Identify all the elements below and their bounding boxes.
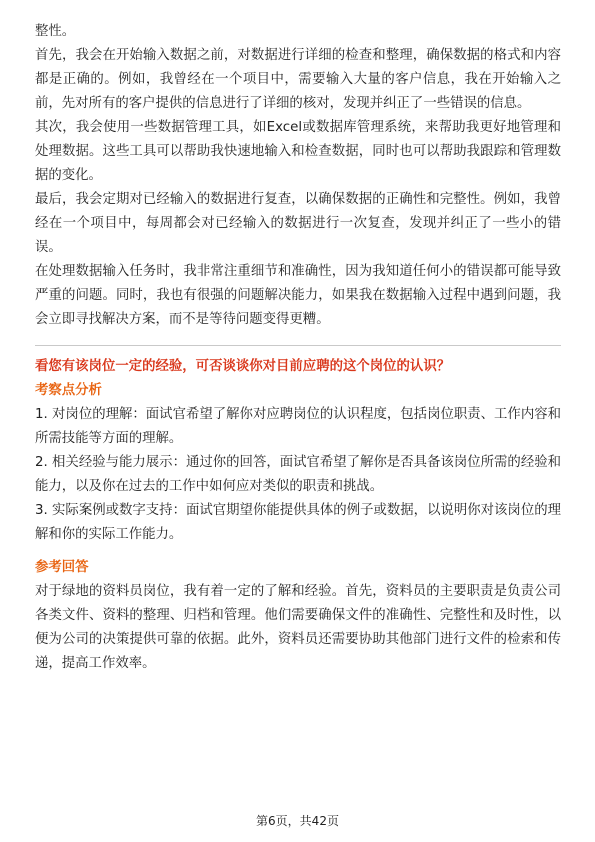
page-number: 第6页，共42页 — [256, 814, 339, 828]
document-page — [35, 0, 561, 676]
body-paragraph: 最后，我会定期对已经输入的数据进行复查，以确保数据的正确性和完整性。例如，我曾经在一个项目中，每周都会对已经输入的数据进行一次复查，发现并纠正了一些小的错误。 — [35, 192, 561, 255]
reference-answer-heading: 参考回答 — [35, 560, 89, 575]
body-paragraph: 其次，我会使用一些数据管理工具，如Excel或数据库管理系统，来帮助我更好地管理和处理数据。这些工具可以帮助我快速地输入和检查数据，同时也可以帮助我跟踪和管理数据的变化。 — [35, 120, 561, 183]
body-paragraph: 整性。 — [35, 24, 76, 39]
body-paragraph: 在处理数据输入任务时，我非常注重细节和准确性，因为我知道任何小的错误都可能导致严重的问题。同时，我也有很强的问题解决能力，如果我在数据输入过程中遇到问题，我会立即寻找解决方案，而不是等待问题变得更糟。 — [35, 264, 561, 327]
analysis-item: 1. 对岗位的理解：面试官希望了解你对应聘岗位的认识程度，包括岗位职责、工作内容和所需技能等方面的理解。 — [35, 407, 561, 446]
spacer — [35, 547, 561, 556]
analysis-item: 2. 相关经验与能力展示：通过你的回答，面试官希望了解你是否具备该岗位所需的经验和能力，以及你在过去的工作中如何应对类似的职责和挑战。 — [35, 455, 561, 494]
reference-answer-text: 对于绿地的资料员岗位，我有着一定的了解和经验。首先，资料员的主要职责是负责公司各类文件、资料的整理、归档和管理。他们需要确保文件的准确性、完整性和及时性，以便为公司的决策提供可靠的依据。此外，资料员还需要协助其他部门进行文件的检索和传递，提高工作效率。 — [35, 584, 561, 671]
body-paragraph: 首先，我会在开始输入数据之前，对数据进行详细的检查和整理，确保数据的格式和内容都是正确的。例如，我曾经在一个项目中，需要输入大量的客户信息，我在开始输入之前，先对所有的客户提供的信息进行了详细的核对，发现并纠正了一些错误的信息。 — [35, 48, 561, 111]
analysis-heading: 考察点分析 — [35, 383, 102, 398]
section-divider — [35, 345, 561, 346]
interview-question: 看您有该岗位一定的经验，可否谈谈你对目前应聘的这个岗位的认识？ — [35, 359, 451, 374]
analysis-item: 3. 实际案例或数字支持：面试官期望你能提供具体的例子或数据，以说明你对该岗位的理解和你的实际工作能力。 — [35, 503, 561, 542]
